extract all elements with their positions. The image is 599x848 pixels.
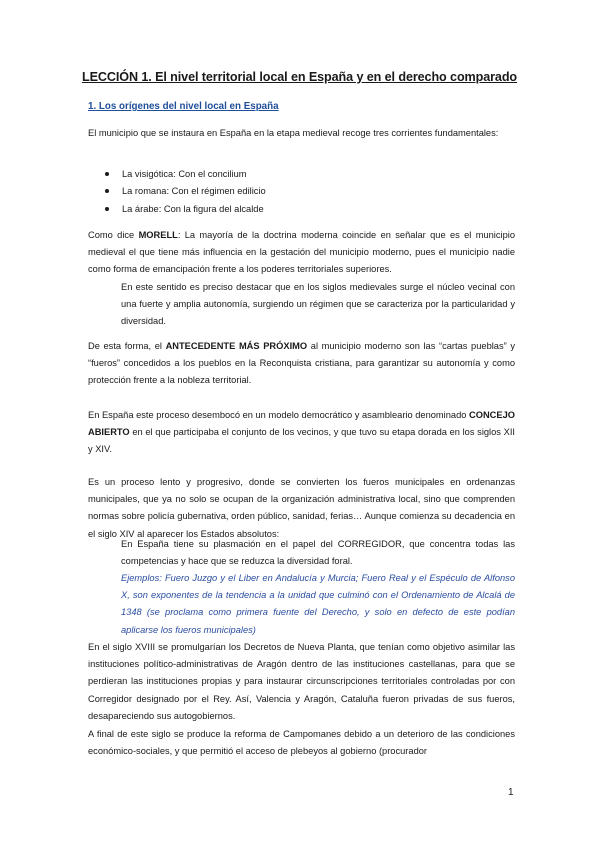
list-item: La visigótica: Con el concilium bbox=[105, 166, 266, 183]
bullet-icon bbox=[105, 207, 109, 211]
paragraph-ejemplos: Ejemplos: Fuero Juzgo y el Liber en Andalucía y Murcia; Fuero Real y el Espéculo de Alfonso X, son exponentes de la tendencia a la unidad que culminó con el Ordenamiento de Alcalá de 1348 (se proclama como primera fuente del Derecho, y solo en defecto de este podían aplicarse los fueros municipales) bbox=[121, 573, 515, 635]
paragraph-indented: En este sentido es preciso destacar que en los siglos medievales surge el núcleo vecinal con una fuerte y amplia autonomía, surgiendo un régimen que se caracteriza por la particularidad y diversidad. bbox=[121, 282, 515, 327]
bullet-list bbox=[105, 166, 266, 218]
bullet-icon bbox=[105, 189, 109, 193]
paragraph-antecedente: De esta forma, el ANTECEDENTE MÁS PRÓXIMO al municipio moderno son las “cartas pueblas” y “fueros” concedidos a los pueblos en la Reconquista cristiana, para garantizar su autonomía y como protección frente a la nobleza territorial. bbox=[88, 341, 515, 386]
section-heading: 1. Los orígenes del nivel local en España bbox=[88, 101, 279, 112]
paragraph-concejo: En España este proceso desembocó en un modelo democrático y asambleario denominado CONCEJO ABIERTO en el que participaba el conjunto de los vecinos, y que tuvo su etapa dorada en los siglos XII y XIV. bbox=[88, 410, 515, 455]
paragraph-proceso: Es un proceso lento y progresivo, donde se convierten los fueros municipales en ordenanzas municipales, que ya no solo se ocupan de la organización administrativa local, sino que comprenden normas sobre policía gubernativa, orden público, sanidad, ferias… Aunque comienza su decadencia en el siglo XIV al aparecer los Estados absolutos: bbox=[88, 477, 515, 539]
page-title: LECCIÓN 1. El nivel territorial local en España y en el derecho comparado bbox=[82, 70, 518, 84]
paragraph-campomanes: A final de este siglo se produce la reforma de Campomanes debido a un deterioro de las condiciones económico-sociales, y que permitió el acceso de plebeyos al gobierno (procurador bbox=[88, 729, 515, 757]
bullet-icon bbox=[105, 172, 109, 176]
list-item: La romana: Con el régimen edilicio bbox=[105, 183, 266, 200]
paragraph-siglo-xviii: En el siglo XVIII se promulgarían los Decretos de Nueva Planta, que tenían como objetivo asimilar las instituciones político-administrativas de Aragón dentro de las instituciones castellanas, para que se perdieran las instituciones propias y para instaurar circunscripciones territoriales controladas por con Corregidor designado por el Rey. Así, Valencia y Aragón, Cataluña fueron privadas de sus fueros, desapareciendo sus autogobiernos. bbox=[88, 642, 515, 721]
paragraph-intro: El municipio que se instaura en España en la etapa medieval recoge tres corrientes fundamentales: bbox=[88, 128, 499, 138]
paragraph-morell: Como dice MORELL: La mayoría de la doctrina moderna coincide en señalar que es el municipio medieval el que tiene más influencia en la gestación del municipio moderno, pues el municipio nadie como forma de emancipación frente a los poderes territoriales superiores. bbox=[88, 230, 515, 275]
list-item: La árabe: Con la figura del alcalde bbox=[105, 201, 266, 218]
paragraph-corregidor: En España tiene su plasmación en el papel del CORREGIDOR, que concentra todas las competencias y hace que se reduzca la diversidad foral. bbox=[121, 539, 515, 567]
page-number: 1 bbox=[508, 787, 514, 798]
